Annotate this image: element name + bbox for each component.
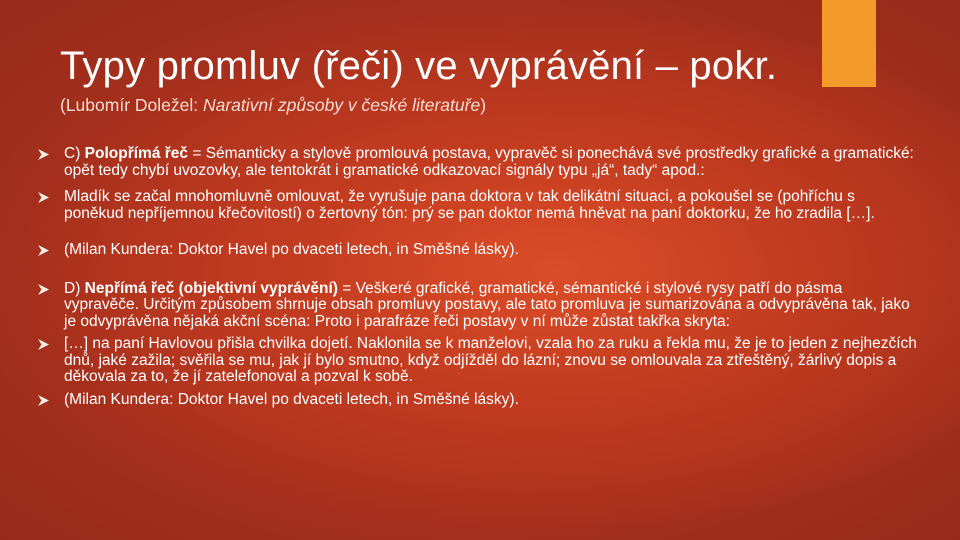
bullet-lead: Mladík se začal mnohomluvně omlouvat, že vyrušuje pana doktora v tak delikátní situaci, a pokoušel se (pohříchu s poněkud nepříjemnou křečovitostí) o žertovný tón: prý se pan doktor nemá hněvat na paní doktorku, že ho zradila […].: [64, 188, 875, 222]
slide-title: Typy promluv (řeči) ve vyprávění – pokr.: [60, 44, 778, 88]
bullet-source-1: [38, 242, 918, 259]
subtitle-prefix: (Lubomír Doležel:: [60, 95, 203, 115]
bullet-source-2: [38, 392, 918, 409]
diamond-arrow-icon: [38, 395, 49, 406]
bullet-polopřímá-definition: [38, 146, 918, 179]
diamond-arrow-icon: [38, 284, 49, 295]
bullet-text: = Veškeré grafické, gramatické, sémantické i stylové rysy patří do pásma vypravěče. Určitým způsobem shrnuje obsah promluvy postavy, ale tato promluva je sumarizována a odvyprávěna tak, jako je odvyprávěna nějaká akční scéna: Proto i parafráze řeči postavy v ní může zůstat takřka skryta:: [64, 279, 910, 330]
bullet-term: Polopřímá řeč: [84, 145, 189, 162]
diamond-arrow-icon: [38, 339, 49, 350]
accent-bar: [822, 0, 876, 87]
subtitle-book-title: Narativní způsoby v české literatuře: [202, 95, 481, 115]
bullet-lead: C): [64, 145, 85, 162]
bullet-nepřímá-example: [38, 336, 918, 386]
diamond-arrow-icon: [38, 245, 49, 256]
bullet-term: Nepřímá řeč (objektivní vyprávění): [84, 279, 338, 297]
bullet-text: = Sémanticky a stylově promlouvá postava, vypravěč si ponechává své prostředky grafické a gramatické: opět tedy chybí uvozovky, ale tentokrát i gramatické odkazovací signály typu „já“, tady“ apod.:: [64, 145, 914, 179]
diamond-arrow-icon: [38, 192, 49, 203]
bullet-nepřímá-definition: [38, 281, 918, 331]
bullet-lead: (Milan Kundera: Doktor Havel po dvaceti letech, in Směšné lásky).: [64, 241, 519, 258]
bullet-list: [38, 146, 918, 408]
bullet-lead: […] na paní Havlovou přišla chvilka dojetí. Naklonila se k manželovi, vzala ho za ruku a řekla mu, že je to jeden z nejhezčích dnů, jaké zažila; svěřila se mu, jak jí bylo smutno, když odjížděl do lázní; znovu se omlouvala za ztřeštěný, žárlivý dopis a děkovala za to, že jí zatelefonoval a pozval k sobě.: [64, 335, 917, 385]
diamond-arrow-icon: [38, 149, 49, 160]
bullet-lead: (Milan Kundera: Doktor Havel po dvaceti letech, in Směšné lásky).: [64, 390, 519, 408]
bullet-polopřímá-example: [38, 189, 918, 222]
subtitle-suffix: ): [480, 95, 487, 115]
bullet-lead: D): [64, 279, 85, 297]
slide-subtitle: [60, 94, 486, 116]
